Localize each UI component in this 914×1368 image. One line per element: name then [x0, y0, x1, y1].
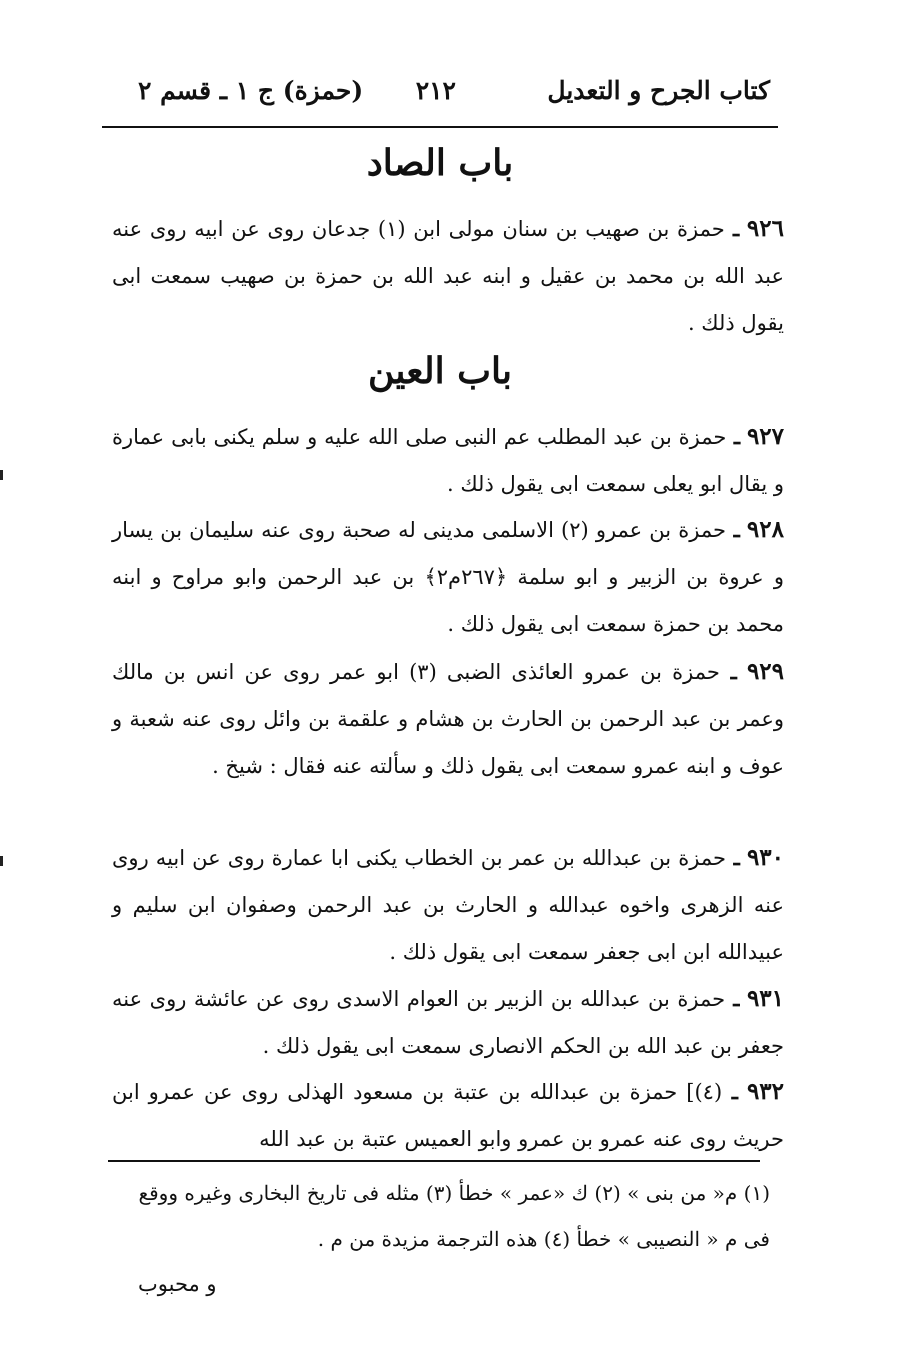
entry-dash: ـ — [719, 659, 737, 684]
entry-931 — [112, 975, 784, 1070]
entry-text: حمزة بن عبد المطلب عم النبى صلى الله عليه و سلم يكنى بابى عمارة و يقال ابو يعلى سمعت ابى يقول ذلك . — [112, 425, 784, 496]
entry-dash: ـ — [725, 986, 740, 1011]
entry-number: ٩٢٨ — [746, 516, 784, 543]
header-rule — [102, 126, 778, 128]
footnote-rule — [108, 1160, 760, 1162]
entry-number: ٩٢٩ — [746, 658, 784, 685]
entry-number: ٩٣١ — [746, 985, 784, 1012]
margin-mark — [0, 470, 3, 480]
book-title: كتاب الجرح و التعديل — [547, 76, 770, 105]
footnotes — [110, 1170, 770, 1262]
entry-text: حمزة بن عبدالله بن الزبير بن العوام الاسدى روى عن عائشة روى عنه جعفر بن عبد الله بن الحكم الانصارى سمعت ابى يقول ذلك . — [112, 987, 784, 1058]
entry-text: حمزة بن عمرو العائذى الضبى (٣) ابو عمر روى عن انس بن مالك وعمر بن عبد الرحمن بن الحارث بن هشام و علقمة بن وائل روى عنه شعبة و عوف و ابنه عمرو سمعت ابى يقول ذلك و سألته عنه فقال : شيخ . — [112, 660, 784, 778]
footnote-line: فى م « النصيبى » خطأ (٤) هذه الترجمة مزيدة من م . — [317, 1227, 770, 1251]
chapter-heading-sad: باب الصاد — [366, 142, 514, 184]
entry-text: حمزة بن عمرو (٢) الاسلمى مدينى له صحبة روى عنه سليمان بن يسار و عروة بن الزبير و ابو سلمة ﴿٢٦٧م٢﴾ بن عبد الرحمن وابو مراوح و ابنه محمد بن حمزة سمعت ابى يقول ذلك . — [112, 518, 784, 636]
entry-text: (٤)] حمزة بن عبدالله بن عتبة بن مسعود الهذلى روى عن عمرو ابن حريث روى عنه عمرو بن عمرو وابو العميس عتبة بن عبد الله — [112, 1080, 784, 1151]
entry-number: ٩٢٧ — [746, 423, 784, 450]
entry-dash: ـ — [724, 216, 740, 241]
running-header — [104, 76, 776, 120]
margin-mark — [0, 856, 3, 866]
entry-927 — [112, 413, 784, 508]
entry-930 — [112, 834, 784, 976]
entry-number: ٩٣٢ — [746, 1078, 784, 1105]
entry-932 — [112, 1068, 784, 1163]
entry-dash: ـ — [726, 424, 741, 449]
entry-text: حمزة بن صهيب بن سنان مولى ابن (١) جدعان روى عن ابيه روى عنه عبد الله بن محمد بن عقيل و ابنه عبد الله بن حمزة بن صهيب سمعت ابى يقول ذلك . — [112, 217, 784, 335]
section-label: (حمزة) ج ١ ـ قسم ٢ — [138, 76, 364, 105]
entry-number: ٩٣٠ — [746, 844, 784, 871]
chapter-heading-ain: باب العين — [367, 350, 513, 392]
footnote-line: (١) م« من بنى » (٢) ك «عمر » خطأ (٣) مثله فى تاريخ البخارى وغيره ووقع — [138, 1181, 770, 1205]
entry-929 — [112, 648, 784, 790]
entry-number: ٩٢٦ — [746, 215, 784, 242]
page-number: ٢١٢ — [415, 76, 456, 105]
catchword: و محبوب — [138, 1272, 217, 1296]
entry-926 — [112, 205, 784, 347]
entry-dash: ـ — [725, 845, 740, 870]
entry-dash: ـ — [722, 1079, 738, 1104]
entry-dash: ـ — [725, 517, 740, 542]
entry-928 — [112, 506, 784, 648]
entry-text: حمزة بن عبدالله بن عمر بن الخطاب يكنى ابا عمارة روى عن ابيه روى عنه الزهرى واخوه عبدالله و الحارث بن عبد الرحمن وصفوان ابن سليم و عبيدالله ابن ابى جعفر سمعت ابى يقول ذلك . — [112, 846, 784, 964]
